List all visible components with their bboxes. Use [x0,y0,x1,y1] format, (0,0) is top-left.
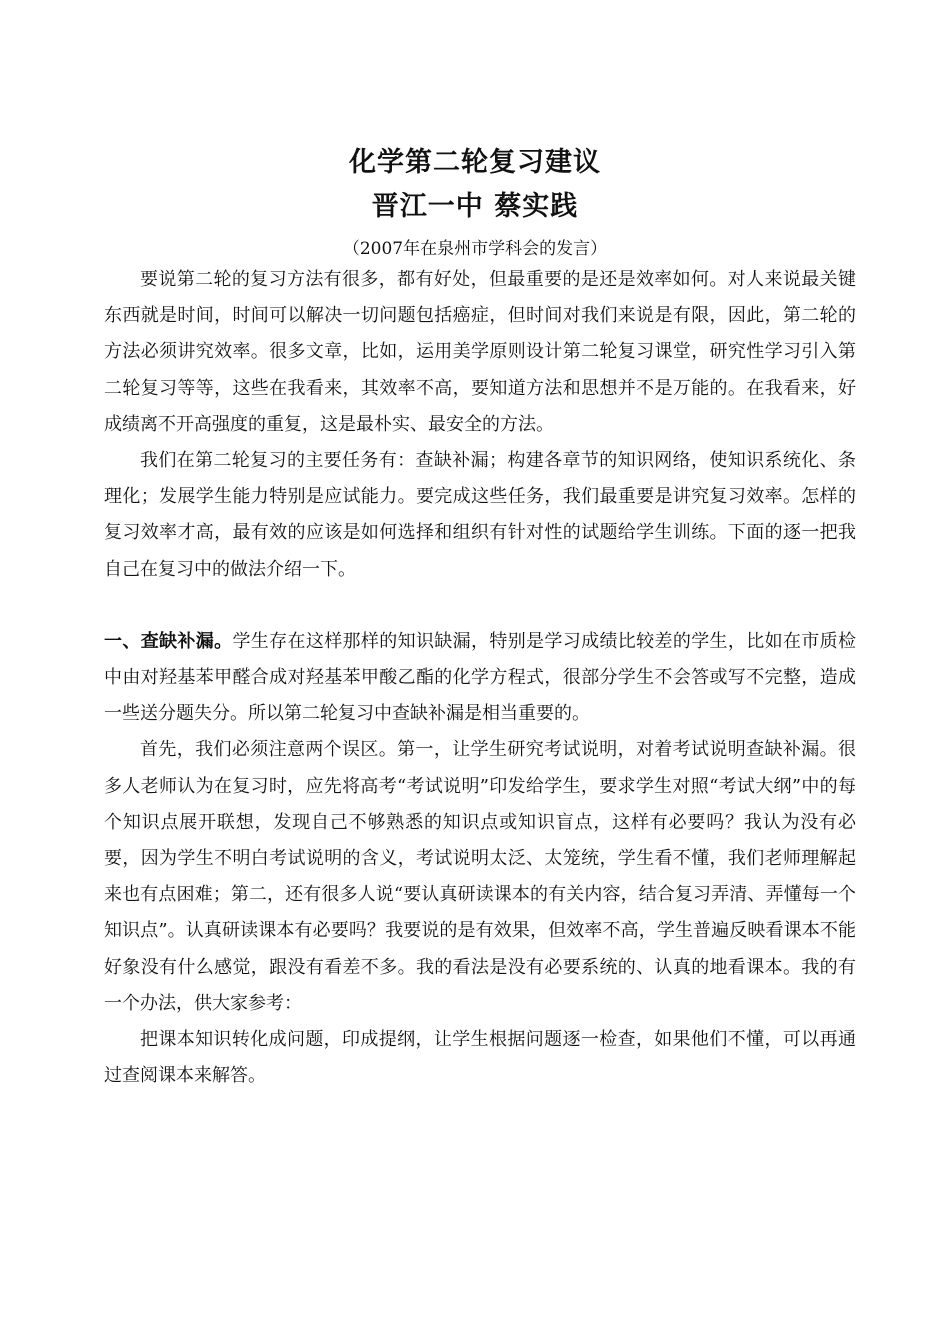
author-line: 晋江一中 蔡实践 [371,191,579,222]
intro-paragraph-1: 要说第二轮的复习方法有很多，都有好处，但最重要的是还是效率如何。对人来说最关键东西就是时间，时间可以解决一切问题包括癌症，但时间对我们来说是有限，因此，第二轮的方法必须讲究效率。很多文章，比如，运用美学原则设计第二轮复习课堂，研究性学习引入第二轮复习等等，这些在我看来，其效率不高，要知道方法和思想并不是万能的。在我看来，好成绩离不开高强度的重复，这是最朴实、最安全的方法。 [104,269,856,435]
section-1-text: 学生存在这样那样的知识缺漏，特别是学习成绩比较差的学生，比如在市质检中由对羟基苯甲醛合成对羟基苯甲酸乙酯的化学方程式，很部分学生不会答或写不完整，造成一些送分题失分。所以第二轮复习中查缺补漏是相当重要的。 [104,630,856,725]
document-body [104,262,856,1094]
section-1-paragraph-3: 把课本知识转化成问题，印成提纲，让学生根据问题逐一检查，如果他们不懂，可以再通过查阅课本来解答。 [104,1029,856,1087]
document-title: 化学第二轮复习建议 [349,147,601,178]
intro-paragraph-2: 我们在第二轮复习的主要任务有：查缺补漏；构建各章节的知识网络，使知识系统化、条理化；发展学生能力特别是应试能力。要完成这些任务，我们最重要是讲究复习效率。怎样的复习效率才高，最有效的应该是如何选择和组织有针对性的试题给学生训练。下面的逐一把我自己在复习中的做法介绍一下。 [104,450,856,580]
section-1-heading: 一、查缺补漏。 [104,630,233,652]
section-1-paragraph [104,624,856,733]
section-1-paragraph-2: 首先，我们必须注意两个误区。第一，让学生研究考试说明，对着考试说明查缺补漏。很多人老师认为在复习时，应先将高考“考试说明”印发给学生，要求学生对照“考试大纲”中的每个知识点展开联想，发现自己不够熟悉的知识点或知识盲点，这样有必要吗？我认为没有必要，因为学生不明白考试说明的含义，考试说明太泛、太笼统，学生看不懂，我们老师理解起来也有点困难；第二，还有很多人说“要认真研读课本的有关内容，结合复习弄清、弄懂每一个知识点”。认真研读课本有必要吗？我要说的是有效果，但效率不高，学生普遍反映看课本不能好象没有什么感觉，跟没有看差不多。我的看法是没有必要系统的、认真的地看课本。我的有一个办法，供大家参考： [104,739,856,1014]
occasion-note: （2007年在泉州市学科会的发言） [342,239,608,259]
